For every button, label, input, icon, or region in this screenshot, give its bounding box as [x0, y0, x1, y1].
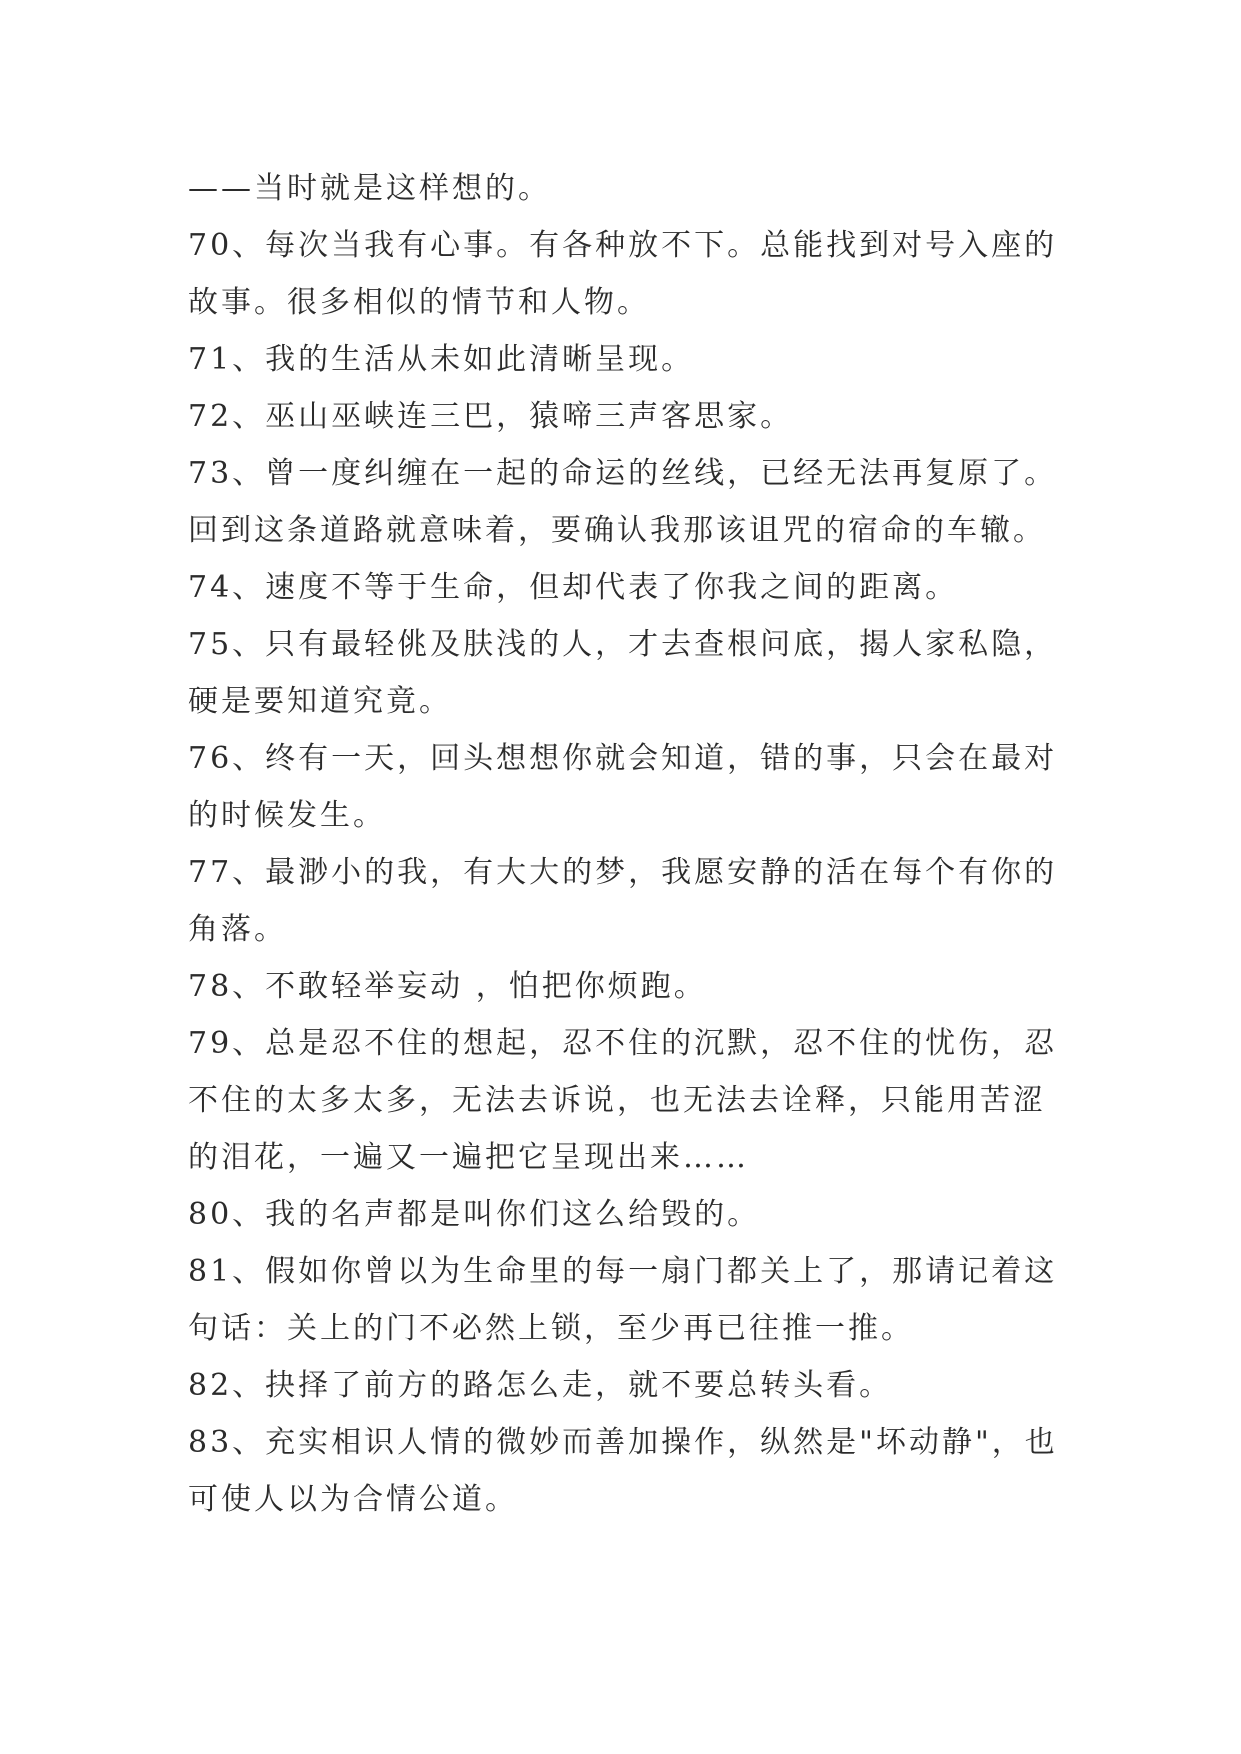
text-line: 80、我的名声都是叫你们这么给毁的。 — [188, 1197, 761, 1232]
text-line: 句话：关上的门不必然上锁，至少再已往推一推。 — [188, 1311, 914, 1346]
text-line: 的泪花，一遍又一遍把它呈现出来…… — [188, 1140, 749, 1175]
text-line: ——当时就是这样想的。 — [188, 171, 551, 206]
text-line: 74、速度不等于生命，但却代表了你我之间的距离。 — [188, 570, 959, 605]
text-line: 82、抉择了前方的路怎么走，就不要总转头看。 — [188, 1368, 893, 1403]
document-body — [188, 160, 1068, 1528]
text-line: 81、假如你曾以为生命里的每一扇门都关上了，那请记着这 — [188, 1254, 1058, 1289]
text-line: 78、不敢轻举妄动 ，怕把你烦跑。 — [188, 969, 707, 1004]
text-line: 73、曾一度纠缠在一起的命运的丝线，已经无法再复原了。 — [188, 456, 1058, 491]
text-line: 76、终有一天，回头想想你就会知道，错的事，只会在最对 — [188, 741, 1058, 776]
text-line: 70、每次当我有心事。有各种放不下。总能找到对号入座的 — [188, 228, 1058, 263]
text-line: 可使人以为合情公道。 — [188, 1482, 518, 1517]
text-line: 72、巫山巫峡连三巴，猿啼三声客思家。 — [188, 399, 794, 434]
text-line: 不住的太多太多，无法去诉说，也无法去诠释，只能用苦涩 — [188, 1083, 1046, 1118]
text-line: 71、我的生活从未如此清晰呈现。 — [188, 342, 695, 377]
text-line: 83、充实相识人情的微妙而善加操作，纵然是"坏动静"，也 — [188, 1425, 1058, 1460]
text-line: 75、只有最轻佻及肤浅的人，才去查根问底，揭人家私隐， — [188, 627, 1058, 662]
text-line: 硬是要知道究竟。 — [188, 684, 452, 719]
text-line: 回到这条道路就意味着，要确认我那该诅咒的宿命的车辙。 — [188, 513, 1046, 548]
text-line: 角落。 — [188, 912, 287, 947]
text-line: 79、总是忍不住的想起，忍不住的沉默，忍不住的忧伤，忍 — [188, 1026, 1058, 1061]
text-line: 的时候发生。 — [188, 798, 386, 833]
text-line: 故事。很多相似的情节和人物。 — [188, 285, 650, 320]
text-line: 77、最渺小的我，有大大的梦，我愿安静的活在每个有你的 — [188, 855, 1058, 890]
